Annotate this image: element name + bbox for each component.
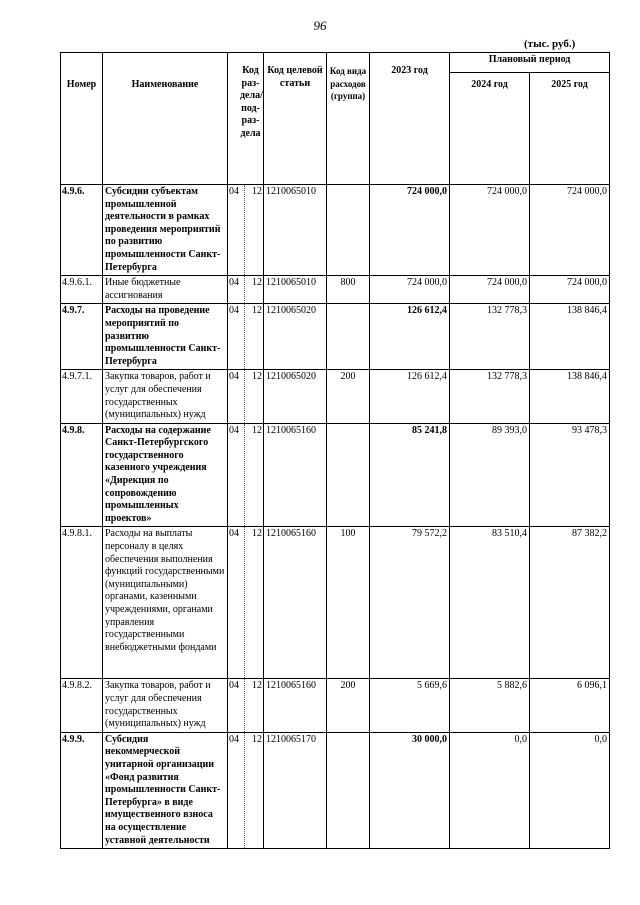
row-2023: 30 000,0 [370, 732, 450, 848]
table-row [61, 423, 610, 527]
row-2025: 724 000,0 [530, 185, 610, 276]
row-section: 04 [228, 527, 245, 679]
page-number: 96 [313, 18, 327, 33]
row-number: 4.9.8.1. [61, 527, 103, 679]
row-expense-code: 200 [327, 679, 370, 732]
table-row [61, 370, 610, 423]
table-row [61, 185, 610, 276]
row-2025: 87 382,2 [530, 527, 610, 679]
row-target-code: 1210065020 [264, 370, 327, 423]
row-number: 4.9.6. [61, 185, 103, 276]
row-expense-code: 200 [327, 370, 370, 423]
row-2024: 5 882,6 [450, 679, 530, 732]
row-2023: 724 000,0 [370, 185, 450, 276]
row-section: 04 [228, 185, 245, 276]
header-section: Код раз-дела/ под-раз-дела [228, 53, 264, 185]
table-row [61, 276, 610, 304]
row-2023: 85 241,8 [370, 423, 450, 527]
row-target-code: 1210065160 [264, 679, 327, 732]
row-number: 4.9.7.1. [61, 370, 103, 423]
row-subsection: 12 [245, 185, 264, 276]
row-number: 4.9.7. [61, 304, 103, 370]
row-subsection: 12 [245, 732, 264, 848]
header-name: Наименование [103, 53, 228, 185]
row-target-code: 1210065010 [264, 276, 327, 304]
table-row [61, 679, 610, 732]
row-target-code: 1210065020 [264, 304, 327, 370]
row-name: Расходы на содержание Санкт-Петербургского государственного казенного учреждения «Дирекция по сопровождению промышленных проектов» [103, 423, 228, 527]
row-2024: 132 778,3 [450, 370, 530, 423]
header-2023: 2023 год [370, 53, 450, 185]
row-section: 04 [228, 679, 245, 732]
row-expense-code: 800 [327, 276, 370, 304]
row-subsection: 12 [245, 679, 264, 732]
row-section: 04 [228, 423, 245, 527]
units-label: (тыс. руб.) [524, 38, 576, 50]
header-row-1 [61, 53, 610, 73]
row-name: Субсидии субъектам промышленной деятельности в рамках проведения мероприятий по развитию промышленности Санкт-Петербурга [103, 185, 228, 276]
table-row [61, 304, 610, 370]
header-2024: 2024 год [450, 72, 530, 184]
row-number: 4.9.6.1. [61, 276, 103, 304]
row-2025: 6 096,1 [530, 679, 610, 732]
row-2023: 5 669,6 [370, 679, 450, 732]
row-name: Субсидия некоммерческой унитарной организации «Фонд развития промышленности Санкт-Петербурга» в виде имущественного взноса на осуществление уставной деятельности [103, 732, 228, 848]
row-number: 4.9.8. [61, 423, 103, 527]
row-subsection: 12 [245, 304, 264, 370]
header-planned-period: Плановый период [450, 53, 610, 73]
row-2024: 724 000,0 [450, 276, 530, 304]
row-expense-code [327, 304, 370, 370]
row-2024: 0,0 [450, 732, 530, 848]
row-name: Иные бюджетные ассигнования [103, 276, 228, 304]
row-name: Расходы на выплаты персоналу в целях обеспечения выполнения функций государственными (муниципальными) органами, казенными учреждениями, органами управления государственными внебюджетными фондами [103, 527, 228, 679]
row-expense-code: 100 [327, 527, 370, 679]
header-target: Код целевой статьи [264, 53, 327, 185]
row-2024: 132 778,3 [450, 304, 530, 370]
row-number: 4.9.9. [61, 732, 103, 848]
table-row [61, 527, 610, 679]
row-number: 4.9.8.2. [61, 679, 103, 732]
row-2025: 0,0 [530, 732, 610, 848]
row-section: 04 [228, 276, 245, 304]
row-expense-code [327, 732, 370, 848]
row-subsection: 12 [245, 370, 264, 423]
budget-table [60, 52, 610, 849]
header-number: Номер [61, 53, 103, 185]
row-name: Расходы на проведение мероприятий по развитию промышленности Санкт-Петербурга [103, 304, 228, 370]
row-section: 04 [228, 370, 245, 423]
row-2025: 724 000,0 [530, 276, 610, 304]
row-2025: 138 846,4 [530, 304, 610, 370]
row-subsection: 12 [245, 423, 264, 527]
row-2023: 79 572,2 [370, 527, 450, 679]
row-target-code: 1210065160 [264, 527, 327, 679]
row-expense-code [327, 423, 370, 527]
row-expense-code [327, 185, 370, 276]
header-expense-type: Код вида расходов (группа) [327, 53, 370, 185]
row-2023: 126 612,4 [370, 370, 450, 423]
header-2025: 2025 год [530, 72, 610, 184]
row-2023: 724 000,0 [370, 276, 450, 304]
row-target-code: 1210065010 [264, 185, 327, 276]
row-name: Закупка товаров, работ и услуг для обеспечения государственных (муниципальных) нужд [103, 679, 228, 732]
row-target-code: 1210065170 [264, 732, 327, 848]
row-section: 04 [228, 732, 245, 848]
row-subsection: 12 [245, 527, 264, 679]
row-2023: 126 612,4 [370, 304, 450, 370]
row-section: 04 [228, 304, 245, 370]
row-2025: 138 846,4 [530, 370, 610, 423]
row-name: Закупка товаров, работ и услуг для обеспечения государственных (муниципальных) нужд [103, 370, 228, 423]
row-2024: 83 510,4 [450, 527, 530, 679]
row-subsection: 12 [245, 276, 264, 304]
row-2024: 724 000,0 [450, 185, 530, 276]
row-target-code: 1210065160 [264, 423, 327, 527]
row-2025: 93 478,3 [530, 423, 610, 527]
row-2024: 89 393,0 [450, 423, 530, 527]
table-row [61, 732, 610, 848]
